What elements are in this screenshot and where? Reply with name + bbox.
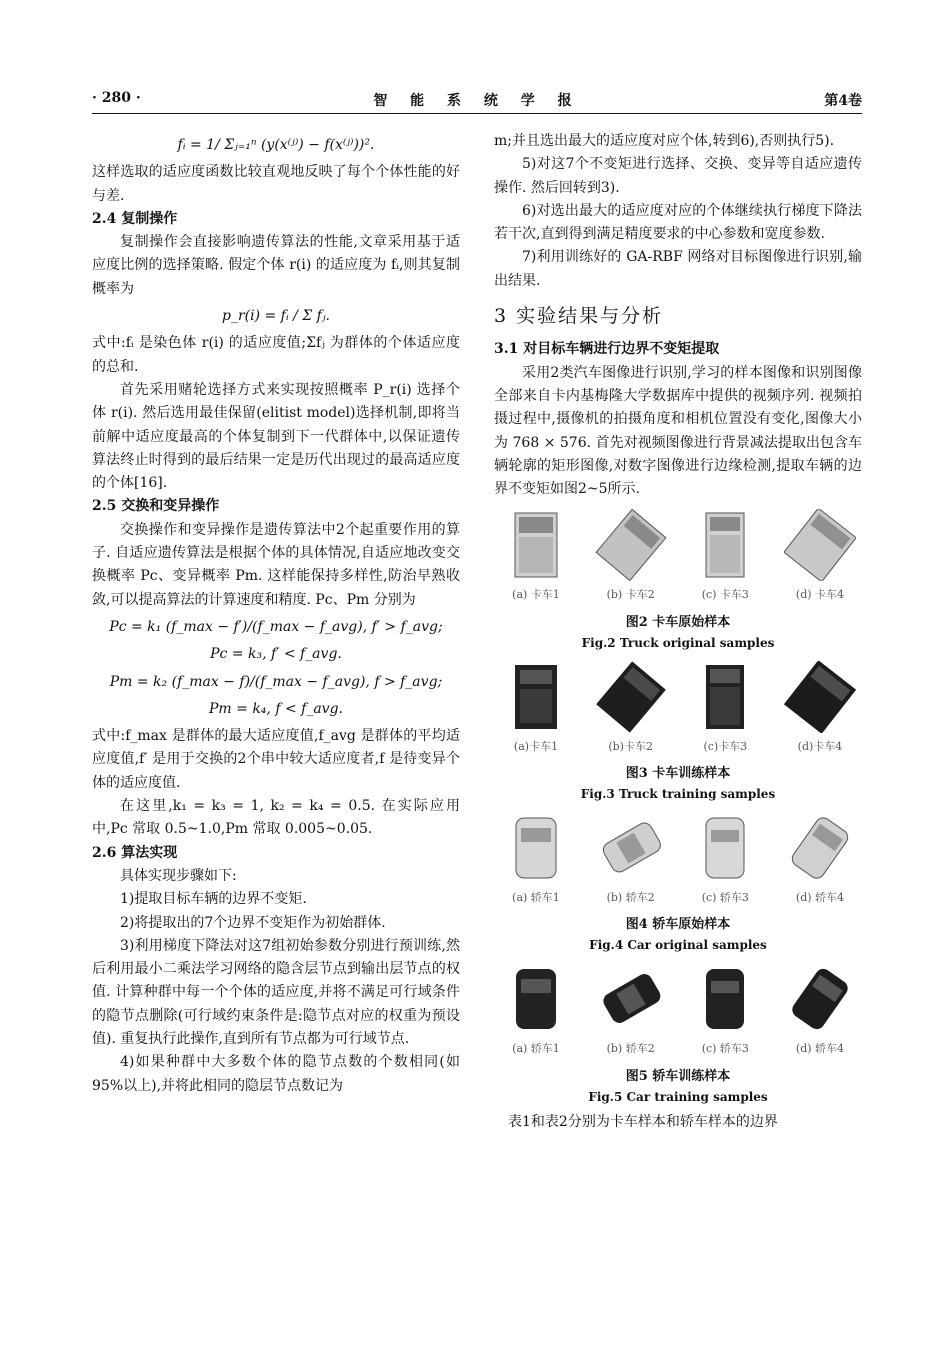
figure-caption-en: Fig.5 Car training samples	[588, 1089, 768, 1104]
subfigure-caption: (b) 轿车2	[606, 891, 655, 905]
car-image	[500, 812, 572, 884]
subfigure-caption: (d) 轿车4	[795, 891, 845, 905]
subfigure-caption: (d) 轿车4	[795, 1042, 845, 1056]
figure-caption-cn: 图3 卡车训练样本	[625, 766, 731, 782]
header-rule	[92, 113, 862, 114]
subfigure-caption: (a) 轿车1	[512, 891, 560, 905]
step-item: 6)对选出最大的适应度对应的个体继续执行梯度下降法若干次,直到得到满足精度要求的中心参数和宽度参数.	[494, 202, 862, 243]
paragraph: 式中:fᵢ 是染色体 r(i) 的适应度值;Σfⱼ 为群体的个体适应度的总和.	[92, 335, 460, 375]
figure-caption-en: Fig.3 Truck training samples	[580, 787, 776, 802]
section-heading-3: 3 实验结果与分析	[494, 305, 664, 328]
subfigure-caption: (d)卡车4	[797, 739, 843, 753]
car-training-image	[500, 963, 572, 1035]
paragraph: m;并且选出最大的适应度对应个体,转到6),否则执行5).	[494, 133, 835, 149]
truck-training-image	[500, 661, 572, 733]
pc-equation: Pc = k₁ (f_max − f′)/(f_max − f_avg), f′ > f_avg;	[109, 618, 443, 635]
car-image	[689, 812, 761, 884]
truck-training-image	[784, 661, 856, 733]
paragraph: 具体实现步骤如下:	[120, 867, 237, 884]
truck-image	[784, 509, 856, 581]
figure-3	[494, 661, 862, 804]
pm-equation: Pm = k₄, f < f_avg.	[209, 700, 343, 717]
paragraph: 式中:f_max 是群体的最大适应度值,f_avg 是群体的平均适应度值,f′ 是用于交换的2个串中较大适应度者,f 是待变异个体的适应度值.	[92, 728, 460, 791]
subfigure-caption: (c) 轿车3	[701, 891, 749, 905]
subfigure-caption: (c) 轿车3	[701, 1042, 749, 1056]
paragraph: 采用2类汽车图像进行识别,学习的样本图像和识别图像全部来自卡内基梅隆大学数据库中提供的视频序列. 视频拍摄过程中,摄像机的拍摄角度和相机位置没有变化,图像大小为 768 × 576. 首先对视频图像进行背景减法提取出包含车辆轮廓的矩形图像,对数字图像进行边缘检测,提取车辆的边界不变矩如图2~5所示.	[494, 364, 862, 498]
section-heading-3-1: 3.1 对目标车辆进行边界不变矩提取	[494, 341, 720, 358]
truck-training-image	[595, 661, 667, 733]
volume-label: 第4卷	[824, 93, 862, 109]
paragraph: 在这里,k₁ = k₃ = 1, k₂ = k₄ = 0.5. 在实际应用中,Pc 常取 0.5~1.0,Pm 常取 0.005~0.05.	[92, 798, 460, 838]
right-column	[494, 130, 862, 1134]
subfigure-caption: (d) 卡车4	[795, 588, 845, 602]
pc-equation: Pc = k₃, f′ < f_avg.	[210, 646, 342, 663]
step-item: 7)利用训练好的 GA-RBF 网络对目标图像进行识别,输出结果.	[494, 249, 862, 289]
figure-caption-cn: 图4 轿车原始样本	[625, 917, 731, 933]
probability-equation: p_r(i) = fᵢ / Σ fⱼ.	[222, 308, 330, 325]
figure-caption-cn: 图2 卡车原始样本	[625, 614, 731, 630]
fitness-equation: fᵢ = 1/ Σⱼ₌₁ⁿ (y(x⁽ʲ⁾) − f(x⁽ʲ⁾))².	[177, 137, 375, 153]
page-number: · 280 ·	[92, 90, 141, 106]
subfigure-caption: (a) 轿车1	[512, 1042, 560, 1056]
subfigure-caption: (b) 卡车2	[606, 588, 655, 602]
paragraph: 这样选取的适应度函数比较直观地反映了每个个体性能的好与差.	[92, 164, 460, 204]
figure-caption-en: Fig.4 Car original samples	[589, 938, 767, 953]
truck-image	[689, 509, 761, 581]
section-heading-2-5: 2.5 交换和变异操作	[92, 498, 220, 515]
figure-2	[494, 509, 862, 652]
car-image	[784, 812, 856, 884]
paragraph: 首先采用赌轮选择方式来实现按照概率 P_r(i) 选择个体 r(i). 然后选用最佳保留(elitist model)选择机制,即将当前解中适应度最高的个体复制到下一代群体中,以保证遗传算法终止时得到的最后结果一定是历代出现过的最高适应度的个体[16].	[92, 381, 460, 492]
step-item: 4)如果种群中大多数个体的隐节点数的个数相同(如95%以上),并将此相同的隐层节点数记为	[92, 1054, 460, 1094]
subfigure-caption: (b)卡车2	[608, 739, 653, 753]
subfigure-caption: (c)卡车3	[703, 739, 748, 753]
step-item: 5)对这7个不变矩进行选择、交换、变异等自适应遗传操作. 然后回转到3).	[494, 156, 862, 196]
paragraph: 表1和表2分别为卡车样本和轿车样本的边界	[508, 1113, 778, 1130]
subfigure-caption: (a) 卡车1	[512, 588, 560, 602]
car-image	[595, 812, 667, 884]
step-item: 1)提取目标车辆的边界不变矩.	[120, 891, 307, 908]
step-item: 2)将提取出的7个边界不变矩作为初始群体.	[120, 914, 386, 931]
page-header	[92, 88, 862, 112]
subfigure-caption: (c) 卡车3	[701, 588, 749, 602]
section-heading-2-4: 2.4 复制操作	[92, 210, 178, 227]
figure-caption-cn: 图5 轿车训练样本	[625, 1068, 731, 1084]
car-training-image	[689, 963, 761, 1035]
left-column	[92, 130, 460, 1098]
truck-image	[500, 509, 572, 581]
section-heading-2-6: 2.6 算法实现	[92, 844, 178, 861]
journal-title: 智 能 系 统 学 报	[373, 93, 581, 109]
figure-caption-en: Fig.2 Truck original samples	[581, 635, 775, 650]
paragraph: 交换操作和变异操作是遗传算法中2个起重要作用的算子. 自适应遗传算法是根据个体的具体情况,自适应地改变交换概率 Pc、变异概率 Pm. 这样能保持多样性,防治早熟收敛,可以提高算法的计算速度和精度. Pc、Pm 分别为	[92, 521, 460, 608]
step-item: 3)利用梯度下降法对这7组初始参数分别进行预训练,然后利用最小二乘法学习网络的隐含层节点到输出层节点的权值. 计算种群中每一个个体的适应度,并将不满足可行域条件的隐节点删除(可行域约束条件是:隐节点对应的权重为预设值). 重复执行此操作,直到所有节点都为可行域节点.	[92, 937, 460, 1047]
subfigure-caption: (a)卡车1	[513, 739, 559, 753]
car-training-image	[595, 963, 667, 1035]
truck-training-image	[689, 661, 761, 733]
paragraph: 复制操作会直接影响遗传算法的性能,文章采用基于适应度比例的选择策略. 假定个体 r(i) 的适应度为 fᵢ,则其复制概率为	[92, 234, 460, 297]
car-training-image	[784, 963, 856, 1035]
subfigure-caption: (b) 轿车2	[606, 1042, 655, 1056]
figure-5	[494, 963, 862, 1106]
pm-equation: Pm = k₂ (f_max − f)/(f_max − f_avg), f > f_avg;	[109, 673, 443, 690]
truck-image	[595, 509, 667, 581]
figure-4	[494, 812, 862, 955]
